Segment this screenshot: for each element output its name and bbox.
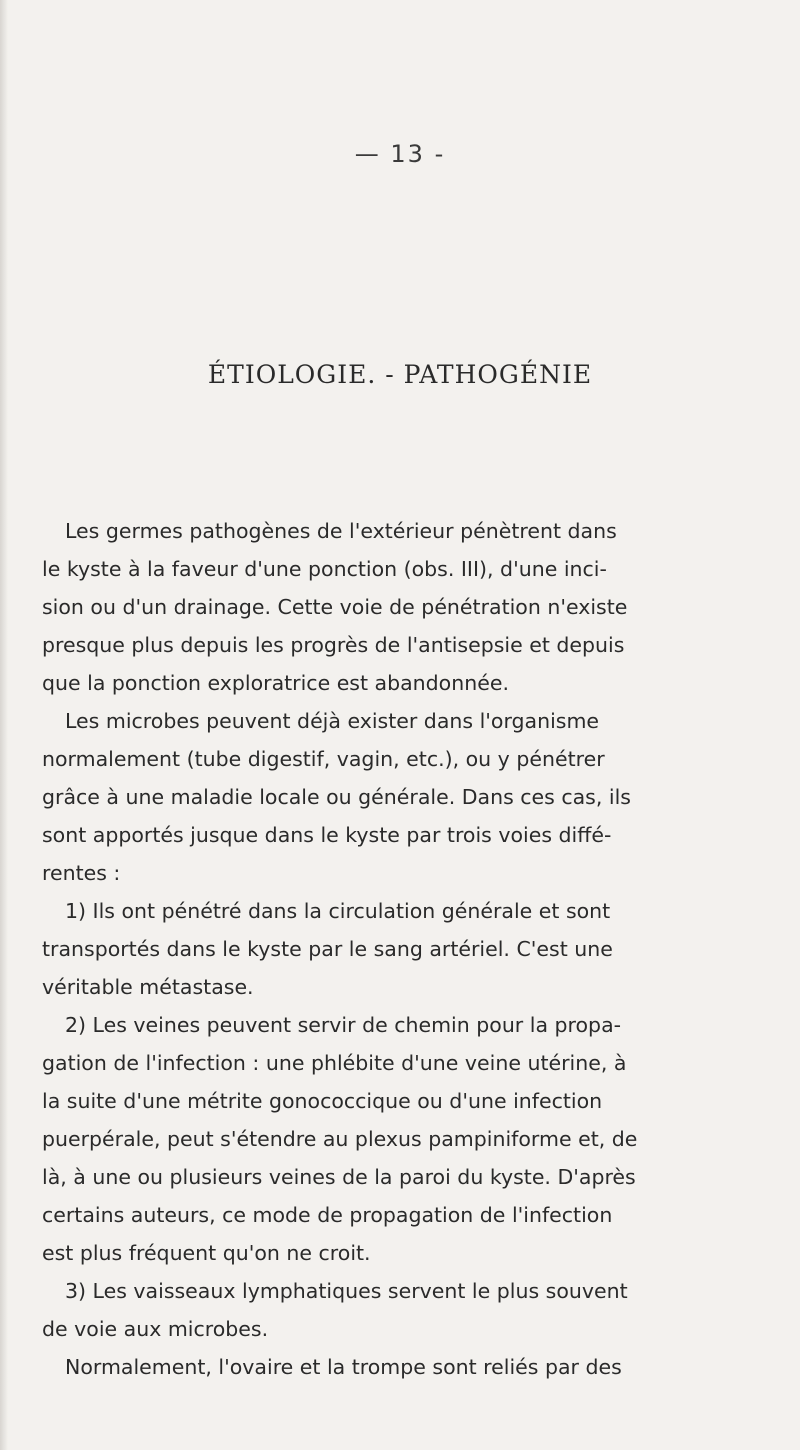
page-edge-shadow (0, 0, 8, 1450)
text-line: véritable métastase. (42, 975, 254, 999)
page-number: — 13 - (354, 140, 446, 168)
text-line: certains auteurs, ce mode de propagation de l'infection (42, 1203, 613, 1227)
text-line: est plus fréquent qu'on ne croit. (42, 1241, 371, 1265)
text-line: Les germes pathogènes de l'extérieur pénètrent dans (65, 519, 617, 543)
text-line: normalement (tube digestif, vagin, etc.), ou y pénétrer (42, 747, 605, 771)
text-line: grâce à une maladie locale ou générale. Dans ces cas, ils (42, 785, 631, 809)
text-line: le kyste à la faveur d'une ponction (obs. III), d'une inci- (42, 557, 607, 581)
text-line: rentes : (42, 861, 121, 885)
text-line: que la ponction exploratrice est abandonnée. (42, 671, 509, 695)
text-line: là, à une ou plusieurs veines de la paroi du kyste. D'après (42, 1165, 636, 1189)
text-line: transportés dans le kyste par le sang artériel. C'est une (42, 937, 613, 961)
text-line: gation de l'infection : une phlébite d'une veine utérine, à (42, 1051, 627, 1075)
text-line: puerpérale, peut s'étendre au plexus pampiniforme et, de (42, 1127, 638, 1151)
text-line: sont apportés jusque dans le kyste par trois voies diffé- (42, 823, 612, 847)
text-line: Normalement, l'ovaire et la trompe sont reliés par des (65, 1355, 622, 1379)
text-line: Les microbes peuvent déjà exister dans l'organisme (65, 709, 600, 733)
section-title: ÉTIOLOGIE. - PATHOGÉNIE (207, 360, 593, 389)
text-line: 1) Ils ont pénétré dans la circulation générale et sont (65, 899, 611, 923)
text-line: presque plus depuis les progrès de l'antisepsie et depuis (42, 633, 625, 657)
text-line: 2) Les veines peuvent servir de chemin pour la propa- (65, 1013, 622, 1037)
text-line: la suite d'une métrite gonococcique ou d'une infection (42, 1089, 603, 1113)
text-line: de voie aux microbes. (42, 1317, 269, 1341)
text-line: sion ou d'un drainage. Cette voie de pénétration n'existe (42, 595, 628, 619)
text-line: 3) Les vaisseaux lymphatiques servent le plus souvent (65, 1279, 628, 1303)
